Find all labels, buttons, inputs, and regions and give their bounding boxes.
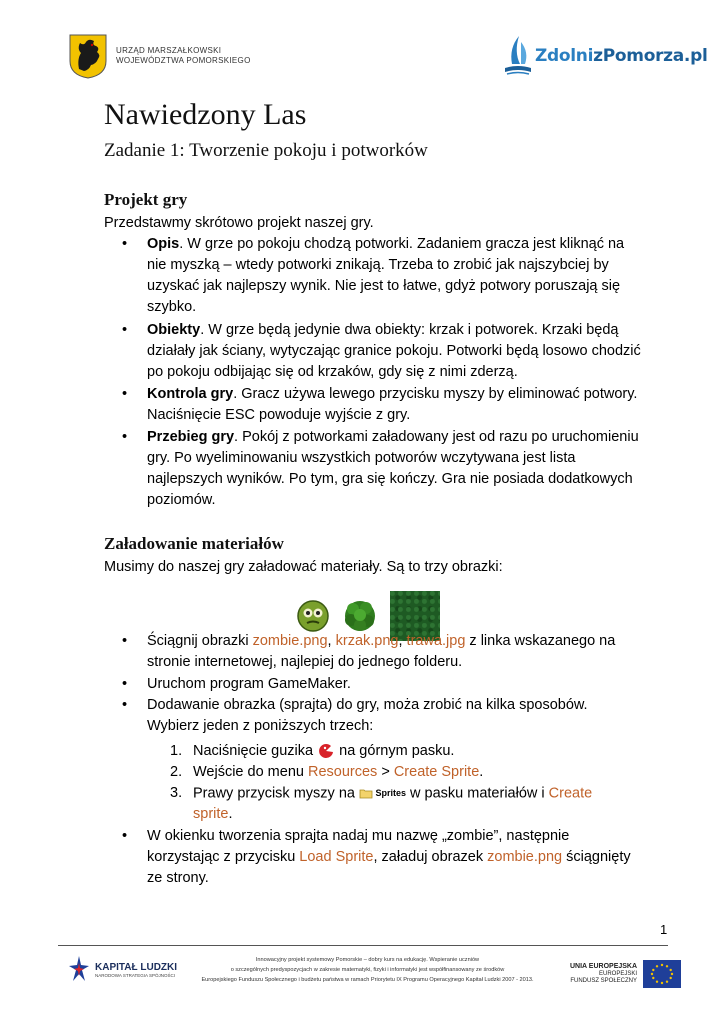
header-left-logo [68,33,251,79]
section2-heading: Załadowanie materiałów [104,534,284,553]
footer-line-1: Innowacyjny projekt systemowy Pomorskie – dobry kurs na edukację. Wspieranie uczniów [255,957,480,963]
org-line-2: WOJEWÓDZTWA POMORSKIEGO [116,56,251,65]
page-subtitle: Zadanie 1: Tworzenie pokoju i potworków [104,140,428,161]
text: Ściągnij obrazki [147,633,253,649]
item-label: Kontrola gry [147,386,234,402]
text: na górnym pasku. [335,743,455,759]
file-link-zombie[interactable]: zombie.png [252,633,328,649]
item-label: Przebieg gry [147,429,235,445]
file-link-zombie[interactable]: zombie.png [487,849,563,865]
folder-icon [359,788,373,799]
item-text: . Gracz używa lewego przycisku myszy by eliminować potwory. Naciśnięcie ESC powoduje wyjście z gry. [147,386,638,423]
text: ściągnięty ze strony. [147,849,631,886]
text: Wejście do menu [193,764,308,780]
bullet-icon: • [122,697,128,713]
item-number: 1. [170,743,183,759]
item-text: . W grze będą jedynie dwa obiekty: krzak i potworek. Krzaki będą działały jak ściany, wytyczając granice pokoju. Potworki będą losowo chodzić po pokoju odbijając się od krzaków, gdy się z nimi zderzą. [147,322,641,380]
bush-icon [342,598,378,634]
item-number: 2. [170,764,183,780]
page-title: Nawiedzony Las [104,98,307,131]
griffin-crest-icon [68,33,108,79]
numbered-item [170,783,630,825]
file-link-trawa[interactable]: trawa.jpg [406,633,466,649]
list-item [122,384,642,426]
text: w pasku materiałów i [406,785,549,802]
bullet-icon: • [122,322,128,338]
text: > [377,764,394,780]
create-sprite-button-icon [317,743,335,759]
section1-intro: Przedstawmy skrótowo projekt naszej gry. [104,215,374,231]
bullet-icon: • [122,676,128,692]
brand-part-1: Zdolni [535,46,594,66]
header-right-logo [503,34,707,78]
text: z linka wskazanego na stronie internetowej, najlepiej do jednego folderu. [147,633,616,670]
org-name [116,46,251,66]
text: , [398,633,407,649]
section2-intro: Musimy do naszej gry załadować materiały. Są to trzy obrazki: [104,559,503,575]
text: . [228,806,233,823]
item-text: Uruchom program GameMaker. [147,676,351,692]
menu-resources-link[interactable]: Resources [307,764,378,780]
brand-name [535,46,707,66]
kapital-ludzki-icon [68,955,90,985]
list-item [122,234,642,318]
create-sprite-link[interactable]: Create sprite [193,785,593,823]
list-item [122,674,642,695]
item-label: Obiekty [147,322,201,338]
ue-line-1: UNIA EUROPEJSKA [570,963,638,970]
footer-funding-text [180,955,555,985]
list-item [122,427,642,511]
numbered-item [170,741,630,762]
bullet-icon: • [122,386,128,402]
item-text: Dodawanie obrazka (sprajta) do gry, moża zrobić na kilka sposobów. Wybierz jeden z poniższych trzech: [147,697,588,734]
bullet-icon: • [122,828,128,844]
footer-line-3: Europejskiego Funduszu Społecznego i budżetu państwa w ramach Priorytetu IX Programu Operacyjnego Kapitał Ludzki 2007 - 2013. [201,977,534,983]
menu-create-sprite-link[interactable]: Create Sprite [393,764,480,780]
kapital-ludzki-logo [68,955,177,985]
text: , załaduj obrazek [373,849,488,865]
list-item [122,826,642,889]
item-text: . Pokój z potworkami załadowany jest od razu po uruchomieniu gry. Po wyeliminowaniu wszystkich potworów wczytywana jest lista najlepszych wyników. Po tym, gra się kończy. Gra nie posiada dodatkowych poziomów. [147,429,639,508]
text: , [327,633,336,649]
page-number: 1 [660,922,668,937]
eu-logo [570,960,681,988]
item-label: Opis [147,236,180,252]
section1-heading: Projekt gry [104,190,188,209]
list-item [122,695,642,737]
item-number: 3. [170,785,183,801]
item-text: . W grze po pokoju chodzą potworki. Zadaniem gracza jest kliknąć na nie myszką – wtedy potworki znikają. Trzeba to zrobić jak najszybciej by uzyskać jak najlepszy wynik. Nie jest to łatwe, gdyż potwory poruszają się szybko. [147,236,625,315]
sprites-label: Sprites [375,788,407,798]
load-sprite-link[interactable]: Load Sprite [299,849,374,865]
footer-divider [58,945,668,946]
text: W okienku tworzenia sprajta nadaj mu nazwę „zombie”, następnie korzystając z przycisku [147,828,570,865]
list-item [122,631,642,673]
sail-book-icon [503,34,533,78]
ue-line-2: EUROPEJSKI [599,971,638,977]
text: Naciśnięcie guzika [193,743,318,759]
bullet-icon: • [122,633,128,649]
text: Prawy przycisk myszy na [193,785,359,802]
file-link-krzak[interactable]: krzak.png [335,633,399,649]
ue-line-3: FUNDUSZ SPOŁECZNY [570,978,638,984]
org-line-1: URZĄD MARSZAŁKOWSKI [116,46,222,55]
numbered-item [170,762,630,783]
kl-title: KAPITAŁ LUDZKI [95,962,178,973]
list-item [122,320,642,383]
footer-line-2: o szczególnych predyspozycjach w zakresie matematyki, fizyki i informatyki jest współfinansowany ze środków [230,967,505,973]
brand-part-2: zPomorza.pl [593,46,708,66]
bullet-icon: • [122,236,128,252]
kl-subtitle: NARODOWA STRATEGIA SPÓJNOŚCI [95,973,176,978]
zombie-icon [296,599,330,633]
text: . [479,764,484,780]
bullet-icon: • [122,429,128,445]
eu-flag-icon [643,960,681,988]
sprites-folder [359,783,406,804]
